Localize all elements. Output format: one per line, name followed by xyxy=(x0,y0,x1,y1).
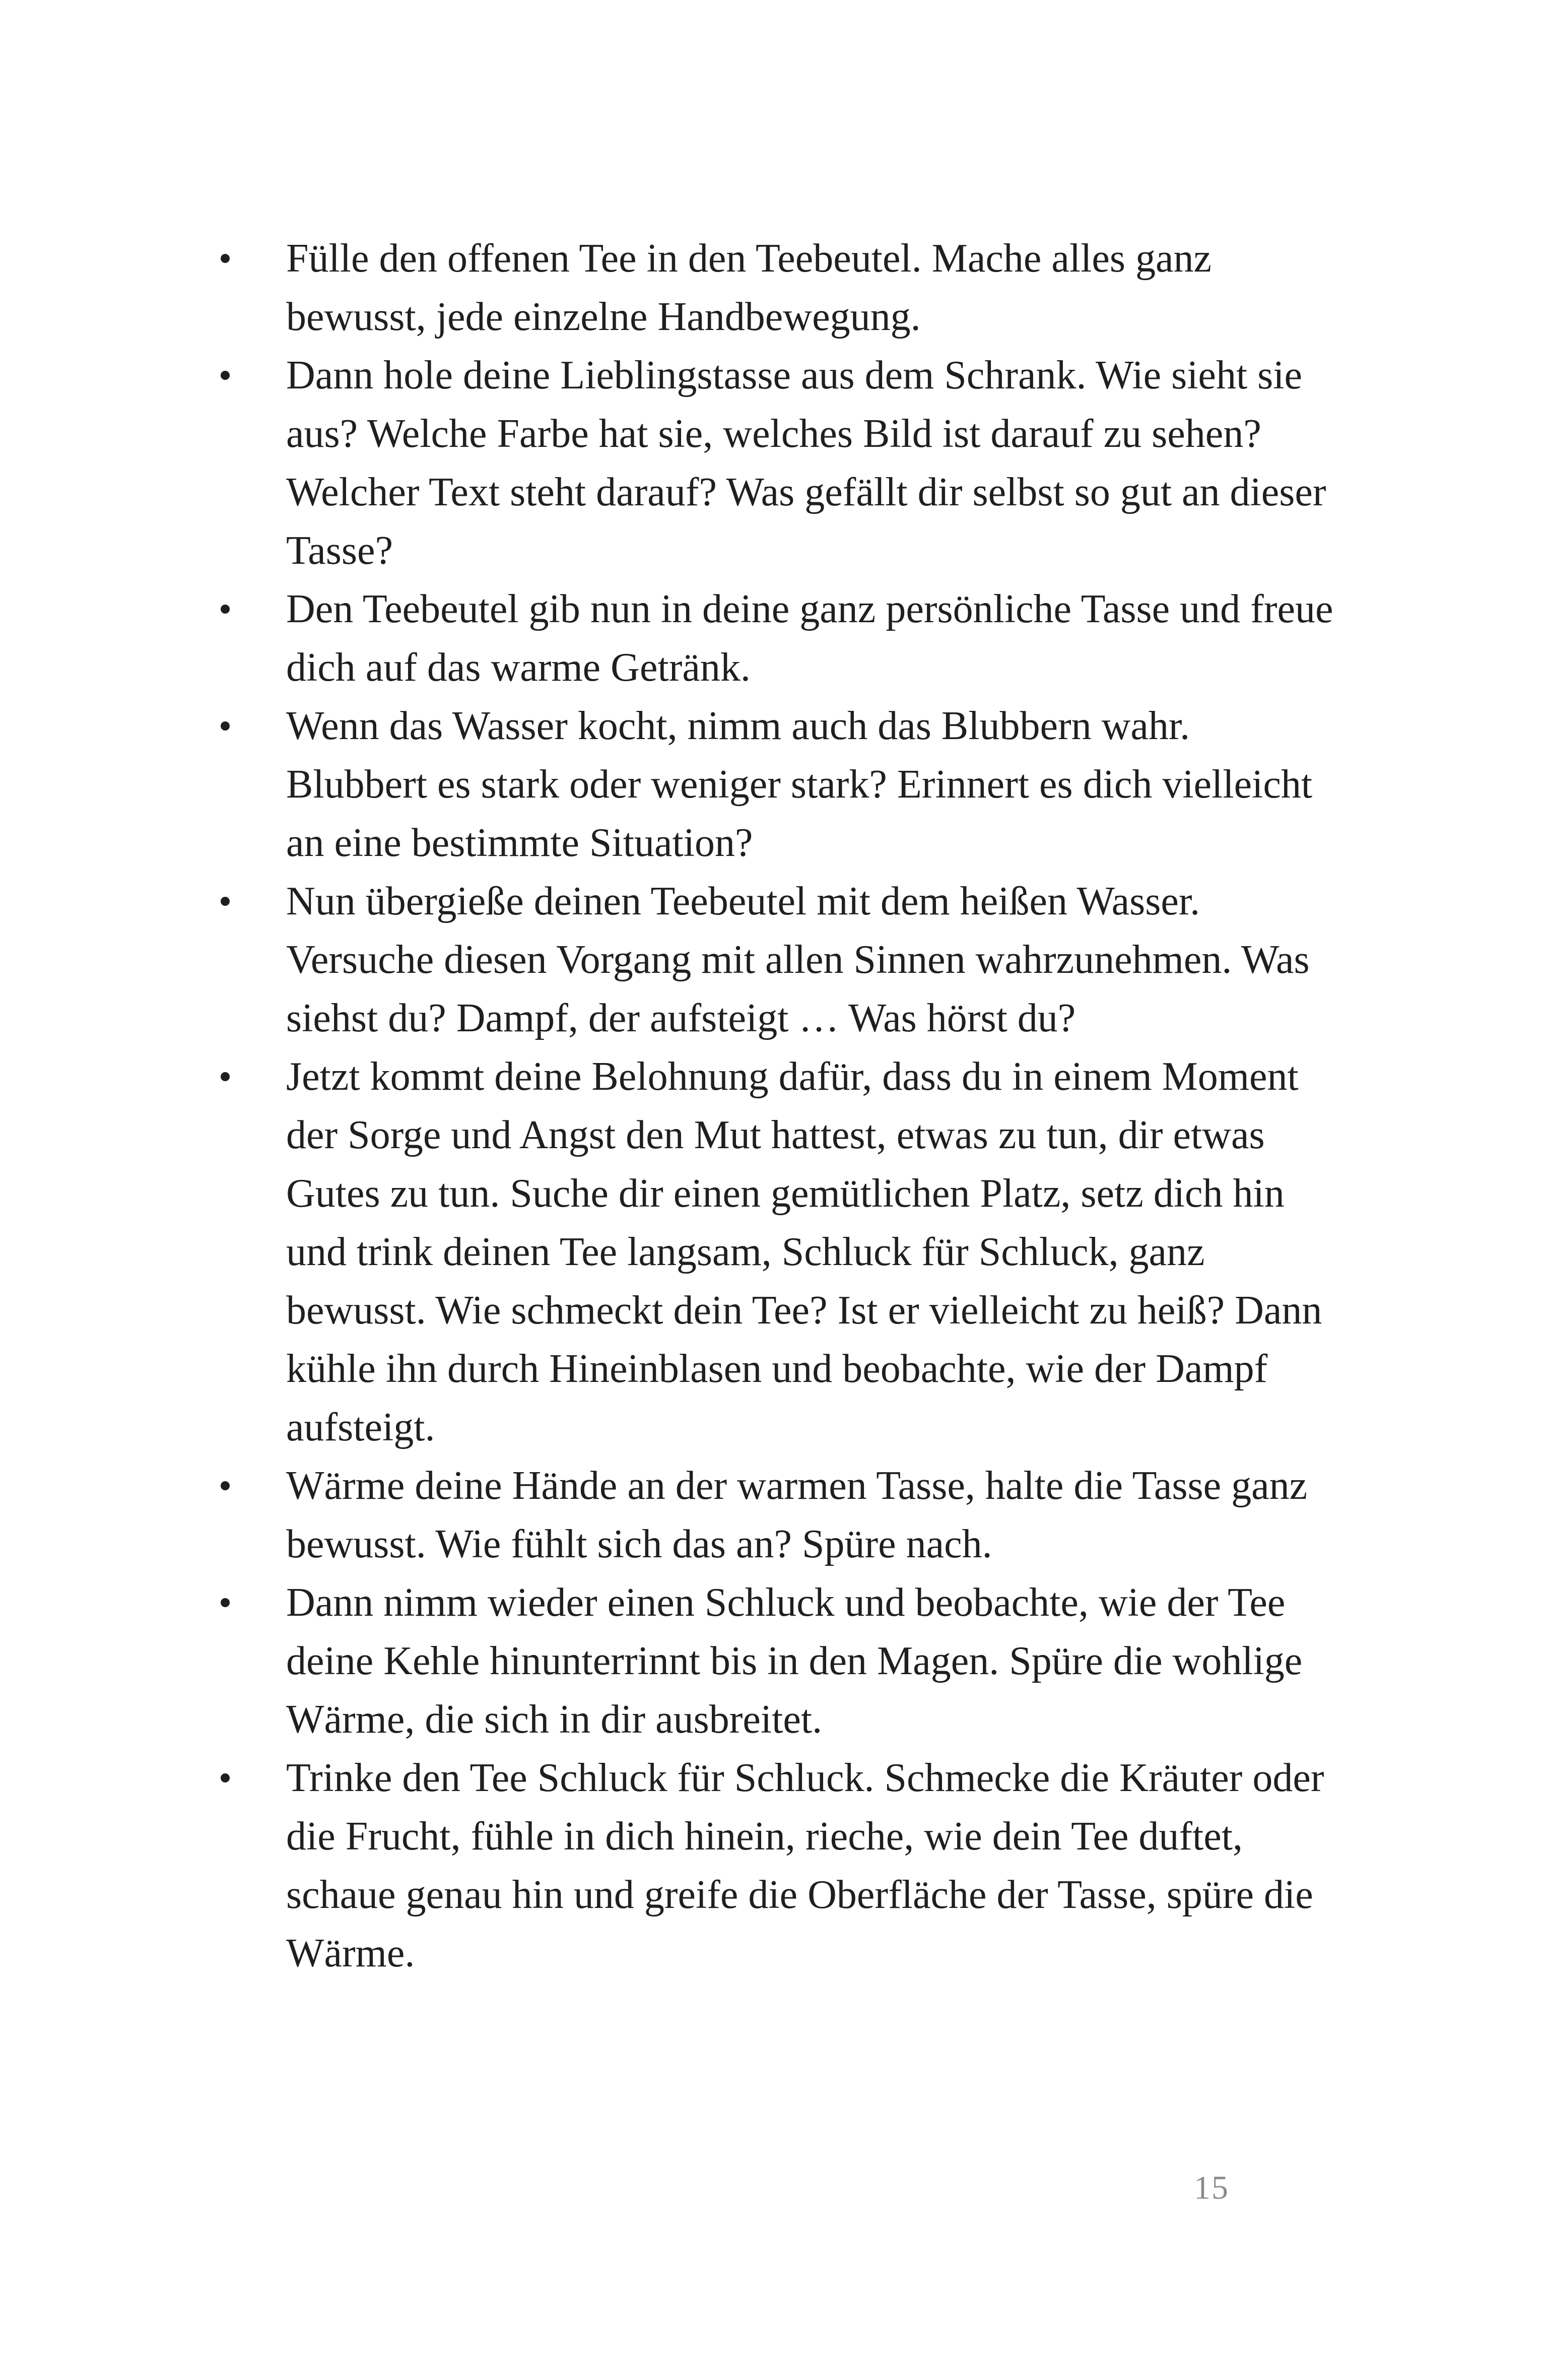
list-item-text: Den Teebeutel gib nun in deine ganz persönliche Tasse und freue dich auf das warme Getränk. xyxy=(286,587,1333,690)
list-item-text: Wenn das Wasser kocht, nimm auch das Blubbern wahr. Blubbert es stark oder weniger stark? Erinnert es dich vielleicht an eine bestimmte Situation? xyxy=(286,704,1313,865)
list-item xyxy=(212,1749,1340,1982)
bullet-icon xyxy=(221,254,230,263)
list-item xyxy=(212,580,1340,697)
list-item-text: Fülle den offenen Tee in den Teebeutel. Mache alles ganz bewusst, jede einzelne Handbewegung. xyxy=(286,236,1212,339)
bullet-icon xyxy=(221,1598,230,1607)
bullet-icon xyxy=(221,721,230,731)
list-item xyxy=(212,229,1340,346)
list-item xyxy=(212,346,1340,580)
list-item-text: Jetzt kommt deine Belohnung dafür, dass du in einem Moment der Sorge und Angst den Mut hattest, etwas zu tun, dir etwas Gutes zu tun. Suche dir einen gemütlichen Platz, setz dich hin und trink deinen Tee langsam, Schluck für Schluck, ganz bewusst. Wie schmeckt dein Tee? Ist er vielleicht zu heiß? Dann kühle ihn durch Hineinblasen und beobachte, wie der Dampf aufsteigt. xyxy=(286,1054,1322,1449)
list-item xyxy=(212,697,1340,872)
list-item-text: Dann nimm wieder einen Schluck und beobachte, wie der Tee deine Kehle hinunterrinnt bis in den Magen. Spüre die wohlige Wärme, die sich in dir ausbreitet. xyxy=(286,1580,1303,1742)
list-item-text: Trinke den Tee Schluck für Schluck. Schmecke die Kräuter oder die Frucht, fühle in dich hinein, rieche, wie dein Tee duftet, schaue genau hin und greife die Oberfläche der Tasse, spüre die Wärme. xyxy=(286,1756,1324,1975)
instruction-list xyxy=(212,229,1340,1982)
bullet-icon xyxy=(221,897,230,906)
bullet-icon xyxy=(221,371,230,380)
bullet-icon xyxy=(221,1072,230,1081)
bullet-icon xyxy=(221,605,230,614)
list-item-text: Dann hole deine Lieblingstasse aus dem Schrank. Wie sieht sie aus? Welche Farbe hat sie, welches Bild ist darauf zu sehen? Welcher Text steht darauf? Was gefällt dir selbst so gut an dieser Tasse? xyxy=(286,353,1326,573)
list-item-text: Wärme deine Hände an der warmen Tasse, halte die Tasse ganz bewusst. Wie fühlt sich das an? Spüre nach. xyxy=(286,1464,1308,1566)
list-item xyxy=(212,1457,1340,1573)
list-item xyxy=(212,872,1340,1047)
bullet-icon xyxy=(221,1481,230,1490)
bullet-icon xyxy=(221,1773,230,1782)
page-number: 15 xyxy=(1194,2169,1229,2206)
list-item xyxy=(212,1573,1340,1749)
list-item-text: Nun übergieße deinen Teebeutel mit dem heißen Wasser. Versuche diesen Vorgang mit allen Sinnen wahrzunehmen. Was siehst du? Dampf, der aufsteigt … Was hörst du? xyxy=(286,879,1310,1040)
list-item xyxy=(212,1047,1340,1457)
